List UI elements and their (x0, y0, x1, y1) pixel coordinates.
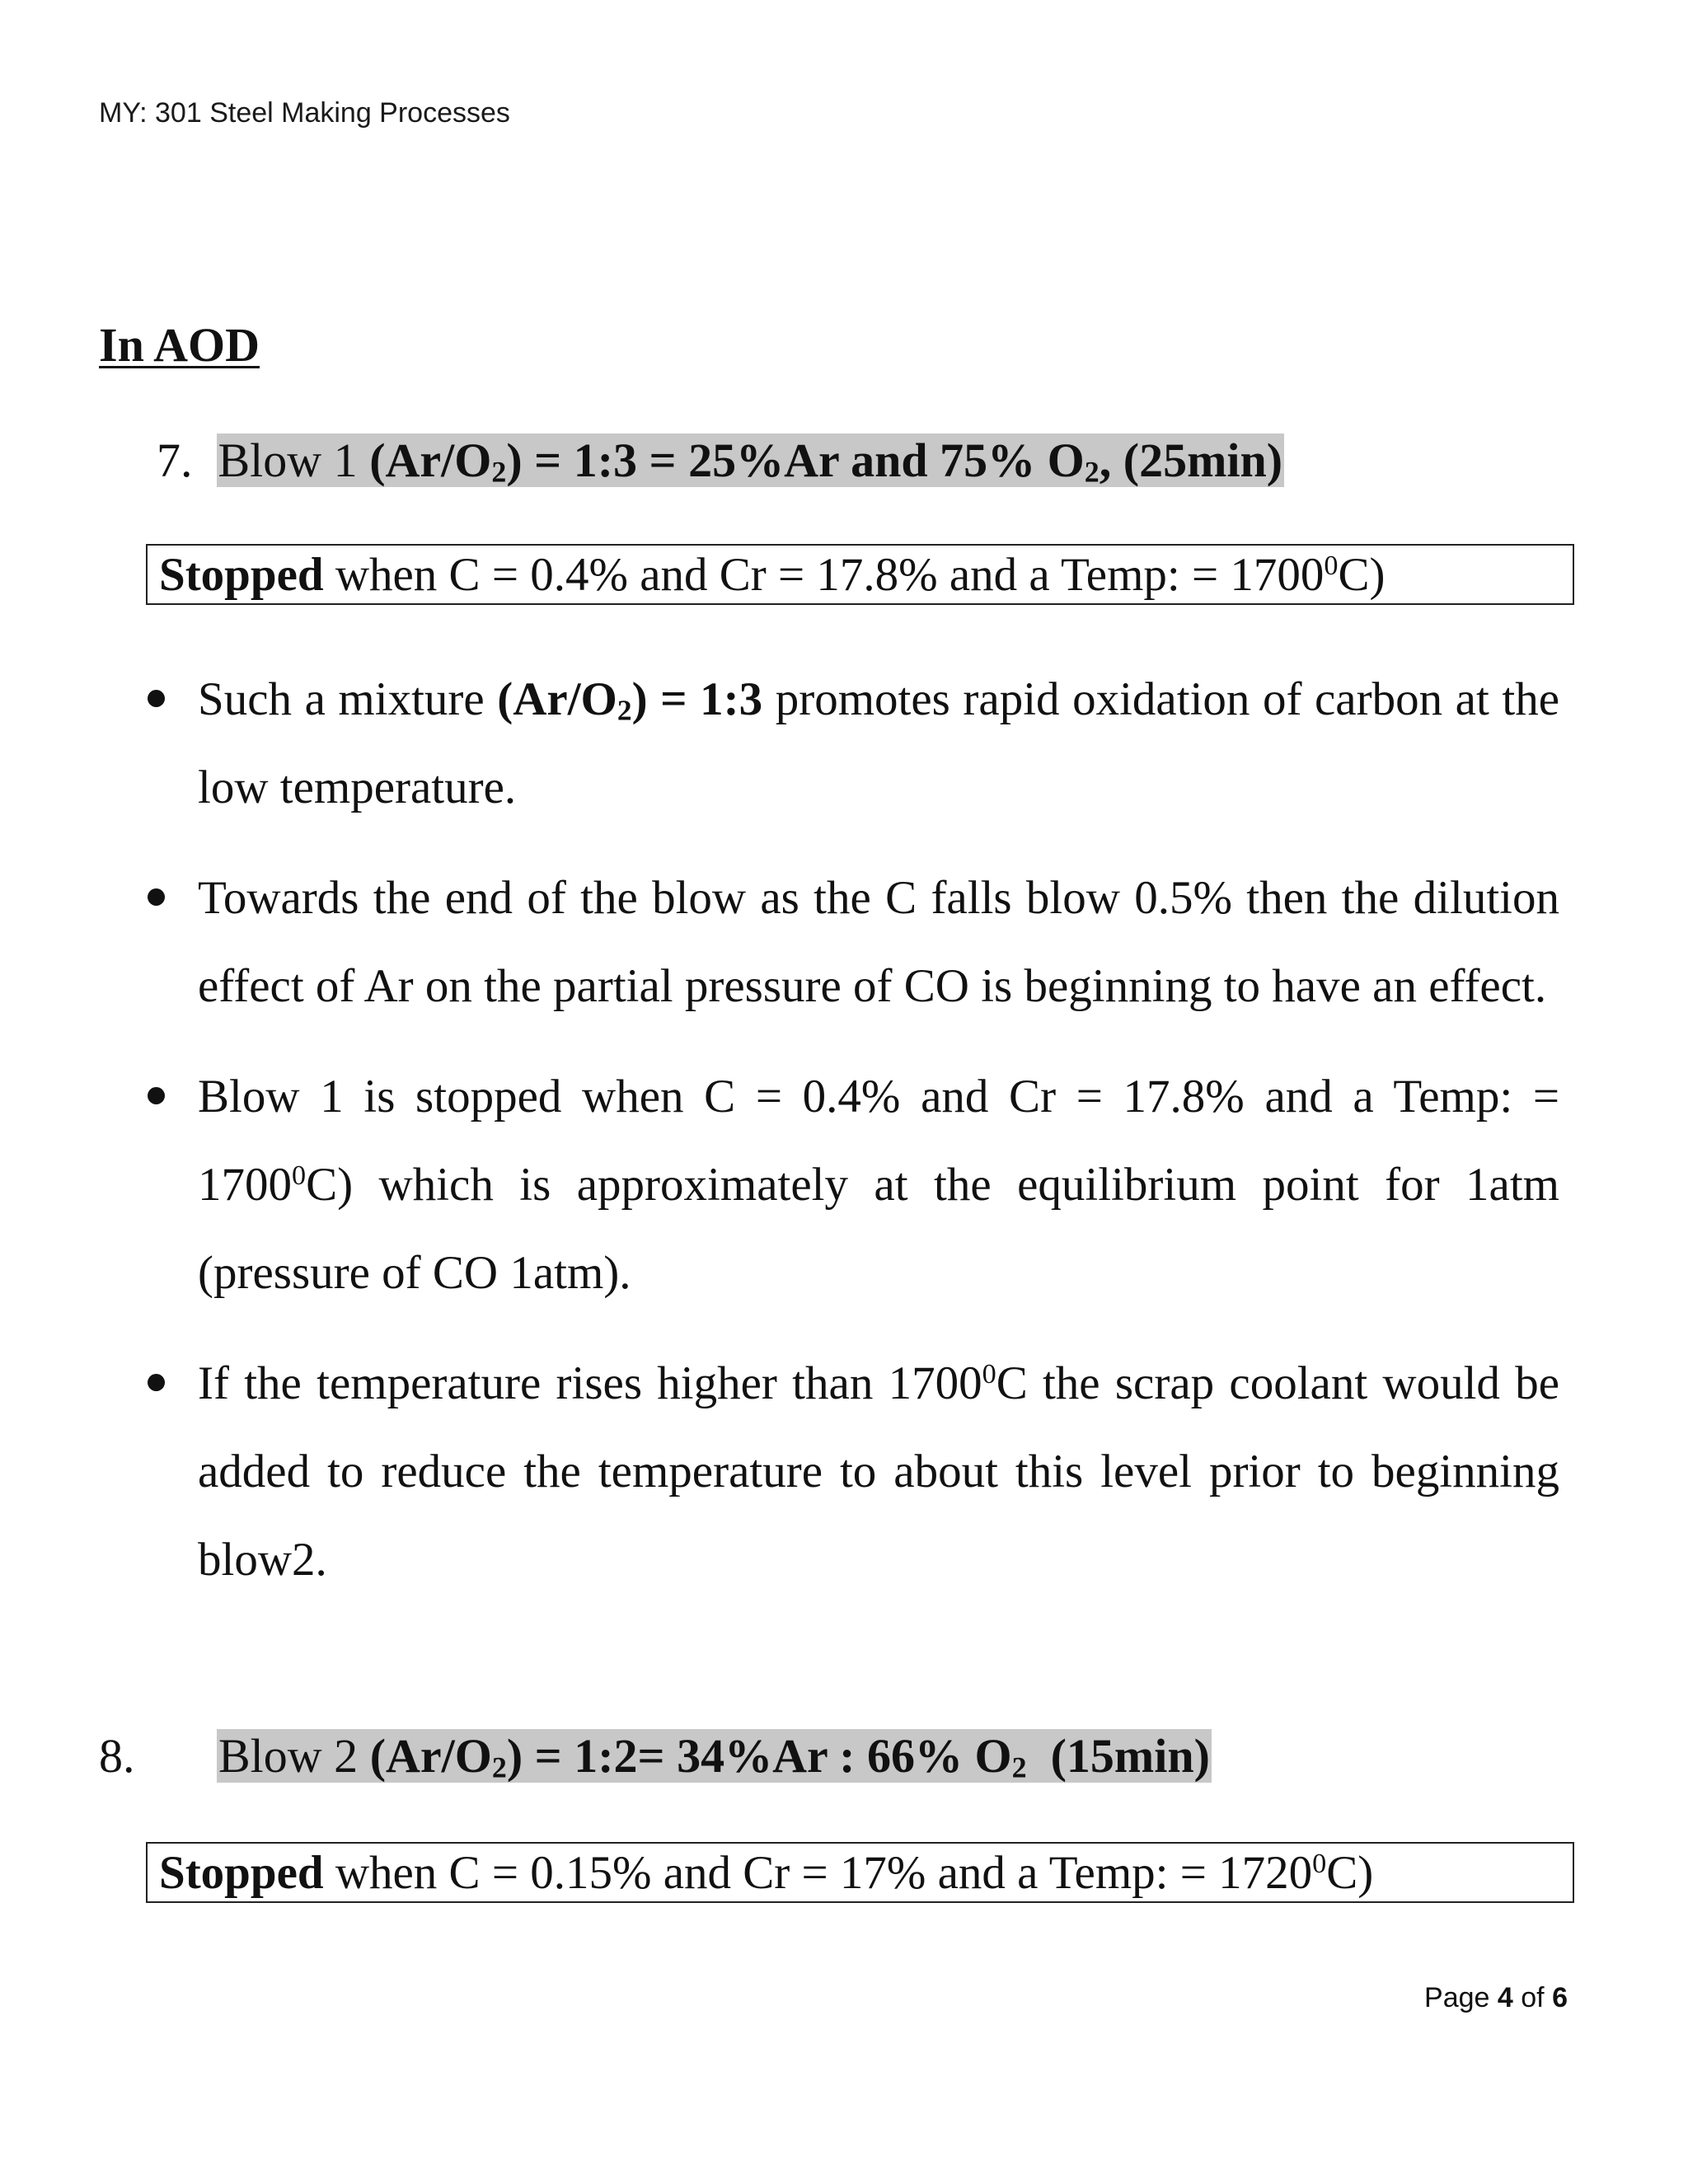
total-pages: 6 (1552, 1982, 1568, 2013)
item-8-highlight (217, 1729, 1212, 1783)
item-7-mix: $(Ar/O_2)$ = 1:3 = 25%Ar and 75% $O_2$, (25min) (369, 434, 1283, 489)
item-8-mix: $(Ar/O_2)$ = 1:2= 34%Ar : 66% $O_2$ (15min) (358, 1729, 1210, 1784)
stop-condition-text: when C = 0.4% and Cr = 17.8% and a Temp: = 1700 (323, 549, 1325, 601)
bullet-dot-icon (148, 1374, 165, 1391)
bullet-list (146, 655, 1559, 1626)
document-header: MY: 301 Steel Making Processes (99, 97, 510, 129)
current-page: 4 (1497, 1982, 1513, 2013)
item-7-heading (157, 433, 1284, 488)
stop-condition-text: when C = 0.15% and Cr = 17% and a Temp: = 1720 (323, 1847, 1313, 1899)
page-number: Page 4 of 6 (1424, 1982, 1568, 2013)
stop-condition-box-2: Stopped when C = 0.15% and Cr = 17% and a Temp: = $1720^0C$) (146, 1842, 1574, 1903)
bullet-item: If the temperature rises higher than 1700$^0$C the scrap coolant would be added to reduce the temperature to about this level prior to beginning blow2. (146, 1339, 1559, 1604)
bullet-dot-icon (148, 1087, 165, 1104)
item-8-blow-label: Blow 2 (218, 1729, 359, 1783)
item-8-heading (217, 1728, 1212, 1783)
item-8-number: 8. (99, 1729, 135, 1783)
bullet-dot-icon (148, 690, 165, 707)
stop-condition-box-1: Stopped when C = 0.4% and Cr = 17.8% and a Temp: = $1700^0C$) (146, 544, 1574, 605)
bullet-item: Blow 1 is stopped when C = 0.4% and Cr = 17.8% and a Temp: = $1700^0C$) which is approximately at the equilibrium point for 1atm (pressure of CO 1atm). (146, 1052, 1559, 1317)
item-7-highlight (217, 434, 1285, 487)
bullet-dot-icon (148, 888, 165, 906)
item-7-number: 7. (157, 434, 193, 487)
bullet-item: Towards the end of the blow as the C falls blow 0.5% then the dilution effect of Ar on the partial pressure of CO is beginning to have an effect. (146, 854, 1559, 1030)
bullet-item: Such a mixture $(Ar/O_2)$ = 1:3 promotes rapid oxidation of carbon at the low temperature. (146, 655, 1559, 832)
section-title: In AOD (99, 318, 260, 372)
stopped-label: Stopped (159, 1847, 324, 1899)
item-7-blow-label: Blow 1 (218, 434, 358, 487)
stopped-label: Stopped (159, 549, 324, 601)
